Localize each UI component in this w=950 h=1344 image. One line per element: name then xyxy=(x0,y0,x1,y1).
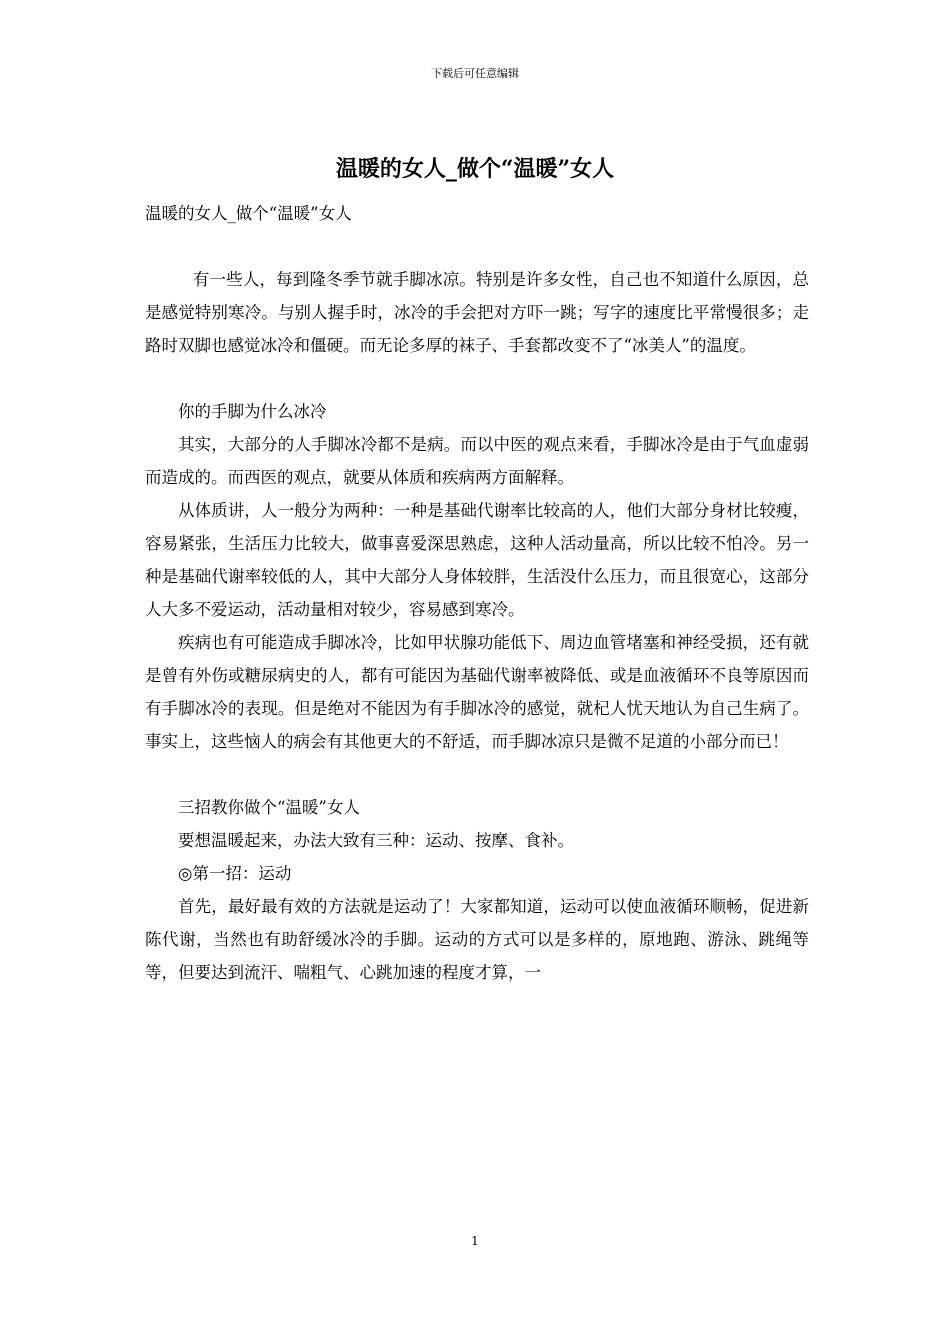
body-paragraph: 要想温暖起来，办法大致有三种：运动、按摩、食补。 xyxy=(178,831,574,850)
section-heading-cold-hands: 你的手脚为什么冰冷 xyxy=(178,402,327,421)
intro-paragraph: 有一些人，每到隆冬季节就手脚冰凉。特别是许多女性，自己也不知道什么原因，总是感觉特别寒冷。与别人握手时，冰冷的手会把对方吓一跳；写字的速度比平常慢很多；走路时双脚也感觉冰冷和僵硬。而无论多厚的袜子、手套都改变不了“冰美人”的温度。 xyxy=(145,270,809,355)
blank-line xyxy=(145,758,809,791)
document-title: 温暖的女人_做个“温暖”女人 xyxy=(335,156,615,182)
body-paragraph: 从体质讲，人一般分为两种：一种是基础代谢率比较高的人，他们大部分身材比较瘦，容易紧张，生活压力比较大，做事喜爱深思熟虑，这种人活动量高，所以比较不怕冷。另一种是基础代谢率较低的人，其中大部分人身体较胖，生活没什么压力，而且很宽心，这部分人大多不爱运动，活动量相对较少，容易感到寒冷。 xyxy=(145,501,809,619)
document-body xyxy=(145,197,809,989)
subtitle-paragraph: 温暖的女人_做个“温暖”女人 xyxy=(145,204,352,223)
body-paragraph: 疾病也有可能造成手脚冰冷，比如甲状腺功能低下、周边血管堵塞和神经受损，还有就是曾有外伤或糖尿病史的人，都有可能因为基础代谢率被降低、或是血液循环不良等原因而有手脚冰冷的表现。但是绝对不能因为有手脚冰冷的感觉，就杞人忧天地认为自己生病了。事实上，这些恼人的病会有其他更大的不舒适，而手脚冰凉只是微不足道的小部分而已！ xyxy=(145,633,809,751)
blank-line xyxy=(145,362,809,395)
blank-line xyxy=(145,230,809,263)
page-header: 下载后可任意编辑 xyxy=(431,67,519,80)
subheading-exercise: ◎第一招：运动 xyxy=(178,864,292,883)
section-heading-three-tips: 三招教你做个“温暖”女人 xyxy=(178,798,360,817)
page-number: 1 xyxy=(471,1234,479,1248)
body-paragraph: 其实，大部分的人手脚冰冷都不是病。而以中医的观点来看，手脚冰冷是由于气血虚弱而造成的。而西医的观点，就要从体质和疾病两方面解释。 xyxy=(145,435,809,487)
body-paragraph: 首先，最好最有效的方法就是运动了！大家都知道，运动可以使血液循环顺畅，促进新陈代谢，当然也有助舒缓冰冷的手脚。运动的方式可以是多样的，原地跑、游泳、跳绳等等，但要达到流汗、喘粗气、心跳加速的程度才算，一 xyxy=(145,897,809,982)
